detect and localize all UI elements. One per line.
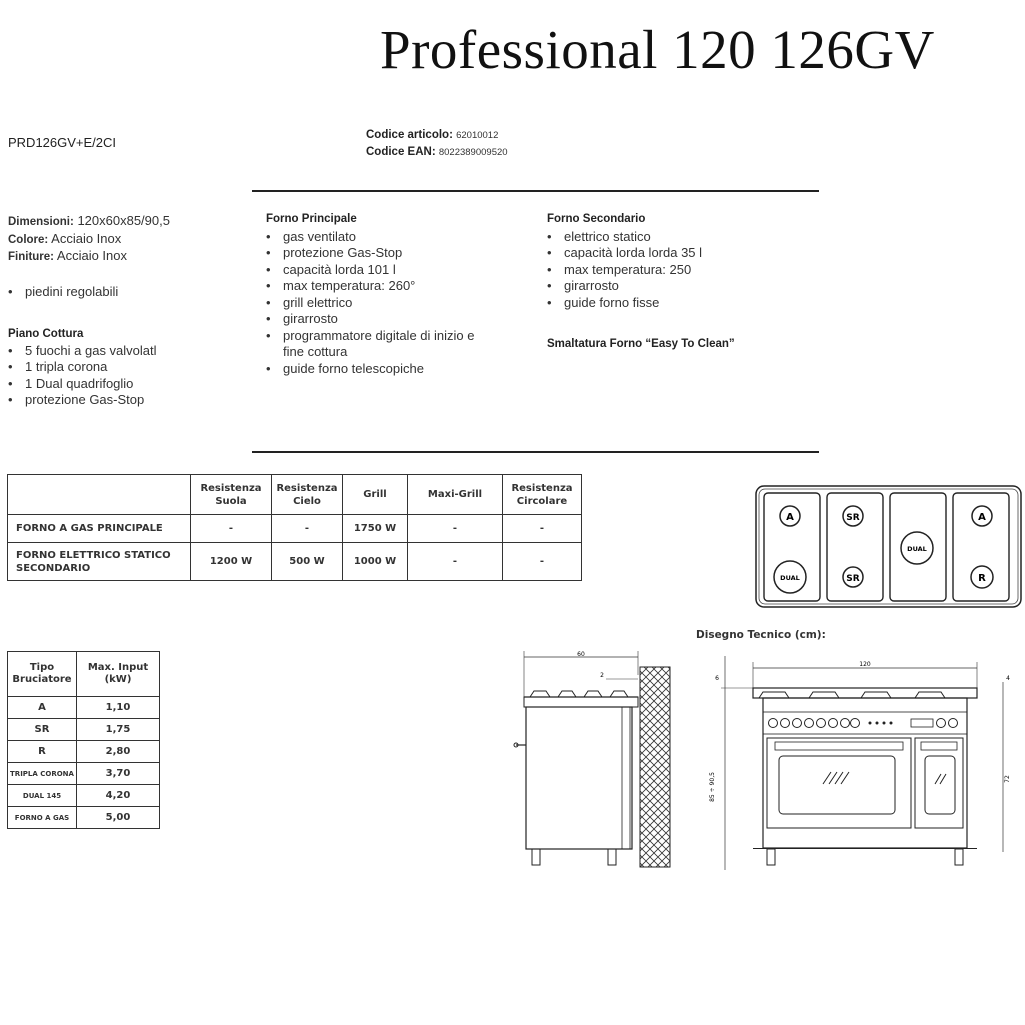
cooktop-item: • 1 tripla corona <box>8 359 170 376</box>
indicator-icon <box>869 722 872 725</box>
cooktop-outline <box>756 486 1021 607</box>
main-oven-item-text: programmatore digitale di inizio e <box>283 327 475 343</box>
bottom-divider <box>252 451 819 453</box>
foot <box>767 849 775 865</box>
burner-profiles <box>759 692 945 698</box>
color-value: Acciaio Inox <box>51 230 122 246</box>
table-row <box>8 543 582 581</box>
burner-type: R <box>8 741 77 763</box>
knob-icon <box>829 719 838 728</box>
cooktop-item: • 5 fuochi a gas valvolatl <box>8 343 170 360</box>
secondary-oven-item: • elettrico statico <box>547 229 702 246</box>
power-header: Resistenza Suola <box>191 475 272 515</box>
glass-reflection <box>935 774 946 784</box>
main-oven-item: • max temperatura: 260° <box>266 278 474 295</box>
knob-icon <box>817 719 826 728</box>
main-oven-item: • girarrosto <box>266 311 474 328</box>
secondary-oven-item: • capacità lorda lorda 35 l <box>547 245 702 262</box>
main-oven-item: • gas ventilato <box>266 229 474 246</box>
main-oven-item: • capacità lorda 101 l <box>266 262 474 279</box>
main-oven-item-cont: fine cottura <box>283 344 348 359</box>
burner-type: DUAL 145 <box>8 785 77 807</box>
wall-hatch <box>640 667 670 867</box>
secondary-oven-section <box>547 211 702 311</box>
top-divider <box>252 190 819 192</box>
general-specs <box>8 213 170 409</box>
product-codes <box>366 127 508 161</box>
code-value: 62010012 <box>456 130 499 141</box>
power-cell: - <box>408 543 503 581</box>
burner-type: TRIPLA CORONA <box>8 763 77 785</box>
power-header: Resistenza Circolare <box>503 475 582 515</box>
burner-label: R <box>978 573 986 584</box>
burner-header-type: Tipo Bruciatore <box>8 652 77 697</box>
main-oven-title: Forno Principale <box>266 213 357 225</box>
enamel-note: Smaltatura Forno “Easy To Clean” <box>547 338 735 350</box>
secondary-oven-item: • girarrosto <box>547 278 702 295</box>
secondary-oven-handle <box>921 742 957 750</box>
table-row <box>8 763 160 785</box>
burner-type: SR <box>8 719 77 741</box>
burner-header-input: Max. Input (kW) <box>77 652 160 697</box>
main-oven-section <box>266 211 474 377</box>
burner-kw: 1,10 <box>77 697 160 719</box>
power-cell: - <box>503 543 582 581</box>
foot <box>955 849 963 865</box>
height-left-label: 85 ÷ 90,5 <box>709 772 716 802</box>
burner-type: A <box>8 697 77 719</box>
ean-value: 8022389009520 <box>438 147 508 158</box>
power-cell: - <box>408 515 503 543</box>
knob-icon <box>841 719 850 728</box>
burner-kw: 3,70 <box>77 763 160 785</box>
burner-label: A <box>978 512 986 523</box>
foot <box>608 849 616 865</box>
ean-label: Codice EAN: <box>366 146 436 158</box>
knob-icon <box>805 719 814 728</box>
burner-label: A <box>786 512 794 523</box>
burner-profiles <box>530 691 628 697</box>
power-header: Resistenza Cielo <box>272 475 343 515</box>
main-oven-item: • grill elettrico <box>266 295 474 312</box>
main-oven-window <box>779 756 895 814</box>
model-code: PRD126GV+E/2CI <box>8 135 117 150</box>
secondary-oven-title: Forno Secondario <box>547 213 646 225</box>
secondary-oven-item: • guide forno fisse <box>547 295 702 312</box>
power-cell: - <box>503 515 582 543</box>
knob-icon <box>937 719 946 728</box>
power-header: Maxi-Grill <box>408 475 503 515</box>
indicator-icon <box>890 722 893 725</box>
main-oven-item: • protezione Gas-Stop <box>266 245 474 262</box>
cooktop-title: Piano Cottura <box>8 328 84 340</box>
knob-icon <box>949 719 958 728</box>
burner-kw: 5,00 <box>77 807 160 829</box>
grate <box>827 493 883 601</box>
table-row <box>8 697 160 719</box>
main-oven-item <box>266 328 474 361</box>
burner-type: FORNO A GAS <box>8 807 77 829</box>
feet-item: • piedini regolabili <box>8 284 170 301</box>
front-view-drawing <box>705 652 1020 877</box>
power-table <box>7 474 582 581</box>
power-cell: 1000 W <box>343 543 408 581</box>
side-gap-label: 2 <box>600 672 604 679</box>
burner-label: DUAL <box>780 574 800 582</box>
timer-display <box>911 719 933 727</box>
drawing-title: Disegno Tecnico (cm): <box>696 629 826 641</box>
power-row-label: FORNO ELETTRICO STATICO SECONDARIO <box>8 543 191 581</box>
burner-label: DUAL <box>907 545 927 553</box>
dim-value: 120x60x85/90,5 <box>77 213 170 228</box>
burner-table <box>7 651 160 829</box>
grate <box>764 493 820 601</box>
knob-icon <box>851 719 860 728</box>
power-cell: 500 W <box>272 543 343 581</box>
finish-label: Finiture: <box>8 251 54 263</box>
height-right-label: 72 <box>1004 775 1011 783</box>
grate <box>953 493 1009 601</box>
burner-label: SR <box>846 513 860 523</box>
cooktop-item: • 1 Dual quadrifoglio <box>8 376 170 393</box>
knob-icon <box>781 719 790 728</box>
page-title: Professional 120 126GV <box>380 19 935 80</box>
power-table-corner <box>8 475 191 515</box>
foot <box>532 849 540 865</box>
cooktop-plate <box>524 697 638 707</box>
burner-kw: 1,75 <box>77 719 160 741</box>
front-width-label: 120 <box>859 661 871 668</box>
table-row <box>8 741 160 763</box>
burner-kw: 2,80 <box>77 741 160 763</box>
oven-body <box>526 707 632 849</box>
secondary-oven-window <box>925 756 955 814</box>
right-top-label: 4 <box>1006 675 1010 682</box>
side-width-label: 60 <box>577 651 585 658</box>
cooktop-diagram <box>755 485 1022 608</box>
table-row <box>8 515 582 543</box>
glass-reflection <box>823 772 849 784</box>
indicator-icon <box>876 722 879 725</box>
table-row <box>8 785 160 807</box>
left-top-label: 6 <box>715 675 719 682</box>
secondary-oven-item: • max temperatura: 250 <box>547 262 702 279</box>
dim-label: Dimensioni: <box>8 216 74 228</box>
power-cell: - <box>191 515 272 543</box>
indicator-icon <box>883 722 886 725</box>
main-oven-item: • guide forno telescopiche <box>266 361 474 378</box>
power-cell: - <box>272 515 343 543</box>
power-row-label: FORNO A GAS PRINCIPALE <box>8 515 191 543</box>
color-label: Colore: <box>8 233 49 246</box>
burner-kw: 4,20 <box>77 785 160 807</box>
finish-value: Acciaio Inox <box>56 248 127 263</box>
table-row <box>8 719 160 741</box>
base-line <box>753 848 977 849</box>
side-view-drawing <box>510 645 675 875</box>
cooktop-item: • protezione Gas-Stop <box>8 392 170 409</box>
power-cell: 1750 W <box>343 515 408 543</box>
knob-icon <box>793 719 802 728</box>
power-header: Grill <box>343 475 408 515</box>
code-label: Codice articolo: <box>366 129 453 141</box>
knob-icon <box>769 719 778 728</box>
backguard <box>622 707 630 849</box>
power-cell: 1200 W <box>191 543 272 581</box>
burner-label: SR <box>846 574 860 584</box>
main-oven-handle <box>775 742 903 750</box>
table-row <box>8 807 160 829</box>
